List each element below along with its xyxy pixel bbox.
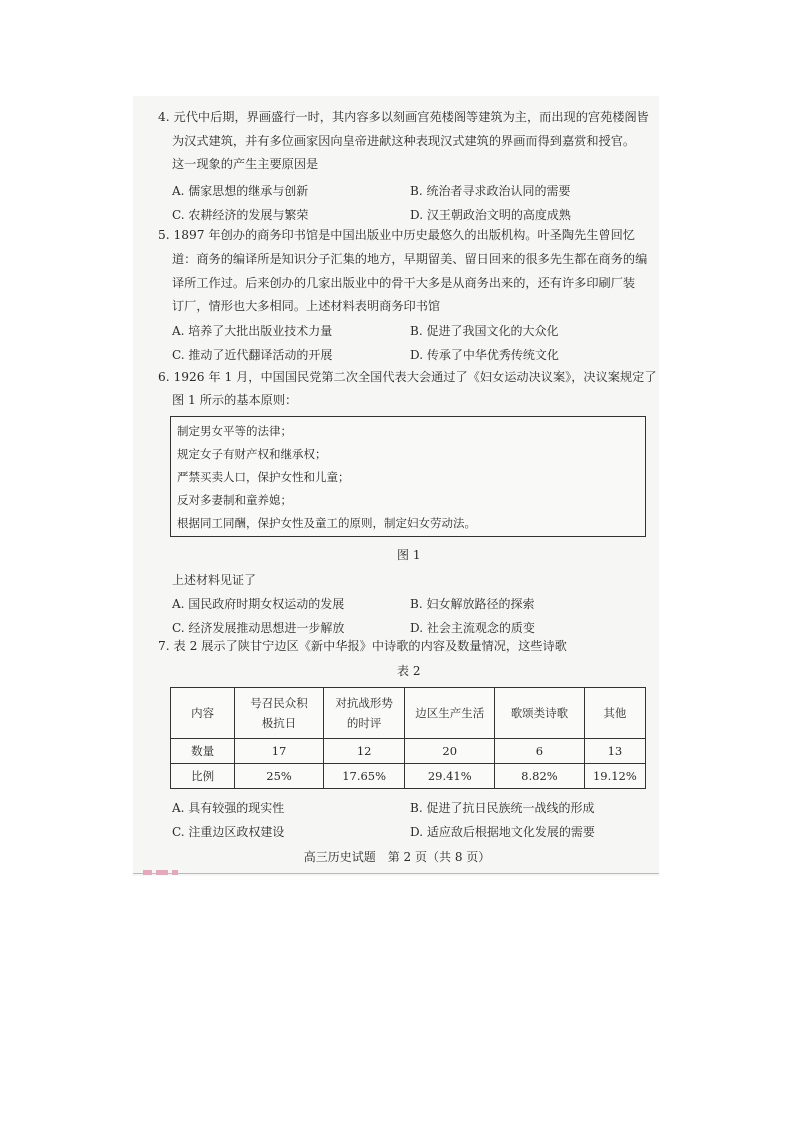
table-2-caption: 表 2 <box>397 664 421 678</box>
q5-option-b[interactable]: B. 促进了我国文化的大众化 <box>410 324 559 338</box>
q7-option-d[interactable]: D. 适应敌后根据地文化发展的需要 <box>410 825 595 839</box>
page-footer: 高三历史试题 第 2 页（共 8 页） <box>303 850 491 864</box>
principle-4: 反对多妻制和童养媳； <box>177 493 292 507</box>
table-cell: 8.82% <box>495 764 585 789</box>
table-cell: 13 <box>584 739 645 764</box>
header-war-commentary: 对抗战形势 的时评 <box>323 688 405 739</box>
table-cell: 12 <box>323 739 405 764</box>
q6-line-2: 图 1 所示的基本原则： <box>172 393 298 407</box>
header-call-resist: 号召民众积 极抗日 <box>235 688 324 739</box>
table-cell: 19.12% <box>584 764 645 789</box>
table-row <box>171 739 646 764</box>
table-2 <box>170 687 646 789</box>
header-praise-poems: 歌颂类诗歌 <box>495 688 585 739</box>
figure-1-caption: 图 1 <box>397 548 421 562</box>
figure-1-box <box>170 416 646 537</box>
q7-option-c[interactable]: C. 注重边区政权建设 <box>172 825 285 839</box>
q4-line-2: 为汉式建筑，并有多位画家因向皇帝进献这种表现汉式建筑的界画而得到嘉赏和授官。 <box>172 134 636 148</box>
table-cell: 6 <box>495 739 585 764</box>
q7-option-a[interactable]: A. 具有较强的现实性 <box>172 801 285 815</box>
q6-option-b[interactable]: B. 妇女解放路径的探索 <box>410 597 535 611</box>
q5-line-4: 订厂，情形也大多相同。上述材料表明商务印书馆 <box>172 299 441 313</box>
table-row <box>171 764 646 789</box>
q5-option-d[interactable]: D. 传承了中华优秀传统文化 <box>410 348 559 362</box>
principle-1: 制定男女平等的法律； <box>177 424 292 438</box>
q7-line-1: 7. 表 2 展示了陕甘宁边区《新中华报》中诗歌的内容及数量情况，这些诗歌 <box>158 639 567 653</box>
table-cell: 17.65% <box>323 764 405 789</box>
table-cell: 数量 <box>171 739 235 764</box>
principle-2: 规定女子有财产权和继承权； <box>177 447 327 461</box>
footer-rule <box>133 873 659 874</box>
header-other: 其他 <box>584 688 645 739</box>
header-content: 内容 <box>171 688 235 739</box>
table-cell: 25% <box>235 764 324 789</box>
q4-option-c[interactable]: C. 农耕经济的发展与繁荣 <box>172 208 309 222</box>
q4-line-1: 4. 元代中后期，界画盛行一时，其内容多以刻画宫苑楼阁等建筑为主，而出现的宫苑楼阁皆 <box>158 110 649 124</box>
principle-5: 根据同工同酬，保护女性及童工的原则，制定妇女劳动法。 <box>177 516 476 530</box>
stamp-mark <box>143 870 185 877</box>
q6-line-1: 6. 1926 年 1 月，中国国民党第二次全国代表大会通过了《妇女运动决议案》，决议案规定了 <box>158 370 657 384</box>
q6-option-a[interactable]: A. 国民政府时期女权运动的发展 <box>172 597 345 611</box>
q4-option-d[interactable]: D. 汉王朝政治文明的高度成熟 <box>410 208 571 222</box>
table-header-row <box>171 688 646 739</box>
q5-option-c[interactable]: C. 推动了近代翻译活动的开展 <box>172 348 333 362</box>
q4-option-b[interactable]: B. 统治者寻求政治认同的需要 <box>410 184 571 198</box>
q6-option-d[interactable]: D. 社会主流观念的质变 <box>410 621 535 635</box>
header-border-life: 边区生产生活 <box>405 688 495 739</box>
q4-line-3: 这一现象的产生主要原因是 <box>172 157 319 171</box>
table-cell: 29.41% <box>405 764 495 789</box>
q5-line-1: 5. 1897 年创办的商务印书馆是中国出版业中历史最悠久的出版机构。叶圣陶先生曾回忆 <box>158 228 635 242</box>
q6-option-c[interactable]: C. 经济发展推动思想进一步解放 <box>172 621 345 635</box>
q5-line-2: 道：商务的编译所是知识分子汇集的地方，早期留美、留日回来的很多先生都在商务的编 <box>172 252 648 266</box>
q7-option-b[interactable]: B. 促进了抗日民族统一战线的形成 <box>410 801 595 815</box>
q4-option-a[interactable]: A. 儒家思想的继承与创新 <box>172 184 309 198</box>
table-cell: 20 <box>405 739 495 764</box>
q5-option-a[interactable]: A. 培养了大批出版业技术力量 <box>172 324 333 338</box>
table-cell: 17 <box>235 739 324 764</box>
table-cell: 比例 <box>171 764 235 789</box>
q5-line-3: 译所工作过。后来创办的几家出版业中的骨干大多是从商务出来的，还有许多印刷厂装 <box>172 276 636 290</box>
q6-after-text: 上述材料见证了 <box>172 573 257 587</box>
principle-3: 严禁买卖人口，保护女性和儿童； <box>177 470 350 484</box>
